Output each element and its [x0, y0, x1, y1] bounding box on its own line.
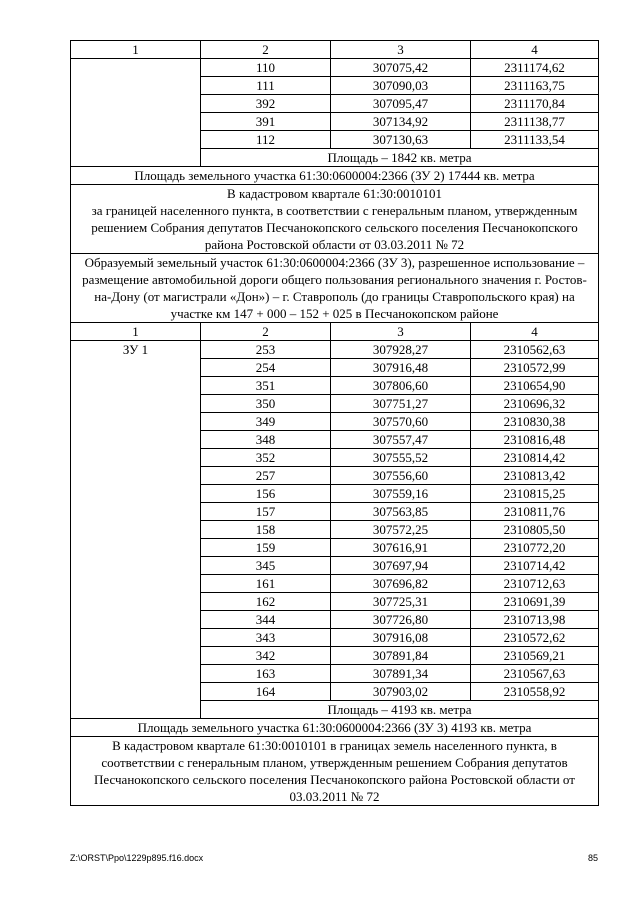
- coord-y-cell: 2310813,42: [471, 467, 599, 485]
- coord-x-cell: 307130,63: [331, 131, 471, 149]
- document-page: [70, 40, 598, 806]
- header-cell: 1: [71, 41, 201, 59]
- header-cell: 3: [331, 323, 471, 341]
- coord-x-cell: 307090,03: [331, 77, 471, 95]
- table-row: [71, 59, 599, 77]
- quarter-title-2-row: [71, 737, 599, 806]
- coord-y-cell: 2311138,77: [471, 113, 599, 131]
- point-number-cell: 344: [201, 611, 331, 629]
- zu3-caption: Образуемый земельный участок 61:30:0600004:2366 (ЗУ 3), разрешенное использование – размещение автомобильной дороги общего пользования регионального значения г. Ростов-на-Дону (от магистрали «Дон») – г. Ставрополь (до границы Ставропольского края) на участке км 147 + 000 – 152 + 025 в Песчанокопском районе: [71, 254, 599, 323]
- zu3-caption-row: [71, 254, 599, 323]
- coordinates-table-body: [71, 41, 599, 806]
- point-number-cell: 254: [201, 359, 331, 377]
- coord-y-cell: 2310567,63: [471, 665, 599, 683]
- coord-y-cell: 2310572,62: [471, 629, 599, 647]
- coord-x-cell: 307751,27: [331, 395, 471, 413]
- top-header-row: [71, 41, 599, 59]
- coord-y-cell: 2310830,38: [471, 413, 599, 431]
- quarter-description: за границей населенного пункта, в соответствии с генеральным планом, утвержденным решением Собрания депутатов Песчанокопского сельского поселения Песчанокопского района Ростовской области от 03.03.2011 № 72: [91, 203, 578, 252]
- point-number-cell: 112: [201, 131, 331, 149]
- coord-x-cell: 307616,91: [331, 539, 471, 557]
- header-cell: 1: [71, 323, 201, 341]
- coord-x-cell: 307572,25: [331, 521, 471, 539]
- quarter-title-cell: [71, 185, 599, 254]
- second-header-row: [71, 323, 599, 341]
- total-area-zu3-row: [71, 719, 599, 737]
- point-number-cell: 351: [201, 377, 331, 395]
- quarter-number: В кадастровом квартале 61:30:0010101: [227, 186, 442, 201]
- coord-y-cell: 2311174,62: [471, 59, 599, 77]
- coord-y-cell: 2310712,63: [471, 575, 599, 593]
- point-number-cell: 164: [201, 683, 331, 701]
- total-area-zu2: Площадь земельного участка 61:30:0600004:2366 (ЗУ 2) 17444 кв. метра: [71, 167, 599, 185]
- point-number-cell: 158: [201, 521, 331, 539]
- coord-y-cell: 2311163,75: [471, 77, 599, 95]
- area-cell: Площадь – 1842 кв. метра: [201, 149, 599, 167]
- coord-y-cell: 2310805,50: [471, 521, 599, 539]
- point-number-cell: 350: [201, 395, 331, 413]
- point-number-cell: 163: [201, 665, 331, 683]
- coord-x-cell: 307559,16: [331, 485, 471, 503]
- coord-x-cell: 307555,52: [331, 449, 471, 467]
- coord-y-cell: 2310811,76: [471, 503, 599, 521]
- coord-x-cell: 307696,82: [331, 575, 471, 593]
- coord-x-cell: 307563,85: [331, 503, 471, 521]
- point-number-cell: 159: [201, 539, 331, 557]
- coord-x-cell: 307916,48: [331, 359, 471, 377]
- point-number-cell: 348: [201, 431, 331, 449]
- coord-y-cell: 2310572,99: [471, 359, 599, 377]
- header-cell: 3: [331, 41, 471, 59]
- point-number-cell: 157: [201, 503, 331, 521]
- point-number-cell: 343: [201, 629, 331, 647]
- coord-x-cell: 307095,47: [331, 95, 471, 113]
- coord-y-cell: 2310814,42: [471, 449, 599, 467]
- table-row: [71, 341, 599, 359]
- point-number-cell: 156: [201, 485, 331, 503]
- coord-x-cell: 307928,27: [331, 341, 471, 359]
- coord-x-cell: 307557,47: [331, 431, 471, 449]
- coord-y-cell: 2310816,48: [471, 431, 599, 449]
- coord-y-cell: 2310569,21: [471, 647, 599, 665]
- header-cell: 2: [201, 41, 331, 59]
- page-number: 85: [587, 853, 598, 863]
- point-number-cell: 345: [201, 557, 331, 575]
- coord-y-cell: 2310562,63: [471, 341, 599, 359]
- header-cell: 4: [471, 41, 599, 59]
- coord-y-cell: 2310691,39: [471, 593, 599, 611]
- header-cell: 2: [201, 323, 331, 341]
- coord-y-cell: 2310558,92: [471, 683, 599, 701]
- file-path: Z:\ORST\Ppo\1229p895.f16.docx: [70, 853, 204, 863]
- coord-x-cell: 307556,60: [331, 467, 471, 485]
- coord-x-cell: 307903,02: [331, 683, 471, 701]
- coord-y-cell: 2310815,25: [471, 485, 599, 503]
- point-number-cell: 257: [201, 467, 331, 485]
- point-number-cell: 349: [201, 413, 331, 431]
- total-area-zu3: Площадь земельного участка 61:30:0600004:2366 (ЗУ 3) 4193 кв. метра: [71, 719, 599, 737]
- coord-x-cell: 307891,84: [331, 647, 471, 665]
- coord-x-cell: 307134,92: [331, 113, 471, 131]
- parcel-label-cell: [71, 59, 201, 167]
- area-cell: Площадь – 4193 кв. метра: [201, 701, 599, 719]
- coord-x-cell: 307570,60: [331, 413, 471, 431]
- parcel-label-cell: ЗУ 1: [71, 341, 201, 719]
- coord-x-cell: 307726,80: [331, 611, 471, 629]
- coord-y-cell: 2310772,20: [471, 539, 599, 557]
- coordinates-table: [70, 40, 599, 806]
- coord-x-cell: 307697,94: [331, 557, 471, 575]
- quarter-title-2: В кадастровом квартале 61:30:0010101 в границах земель населенного пункта, в соответствии с генеральным планом, утвержденным решением Собрания депутатов Песчанокопского сельского поселения Песчанокопского района Ростовской области от 03.03.2011 № 72: [71, 737, 599, 806]
- coord-y-cell: 2310714,42: [471, 557, 599, 575]
- point-number-cell: 391: [201, 113, 331, 131]
- point-number-cell: 161: [201, 575, 331, 593]
- point-number-cell: 352: [201, 449, 331, 467]
- coord-y-cell: 2311170,84: [471, 95, 599, 113]
- point-number-cell: 162: [201, 593, 331, 611]
- total-area-zu2-row: [71, 167, 599, 185]
- coord-x-cell: 307725,31: [331, 593, 471, 611]
- header-cell: 4: [471, 323, 599, 341]
- point-number-cell: 111: [201, 77, 331, 95]
- coord-y-cell: 2310654,90: [471, 377, 599, 395]
- coord-x-cell: 307891,34: [331, 665, 471, 683]
- coord-y-cell: 2310713,98: [471, 611, 599, 629]
- coord-x-cell: 307806,60: [331, 377, 471, 395]
- point-number-cell: 342: [201, 647, 331, 665]
- coord-y-cell: 2311133,54: [471, 131, 599, 149]
- coord-y-cell: 2310696,32: [471, 395, 599, 413]
- point-number-cell: 253: [201, 341, 331, 359]
- quarter-title-row: [71, 185, 599, 254]
- coord-x-cell: 307916,08: [331, 629, 471, 647]
- coord-x-cell: 307075,42: [331, 59, 471, 77]
- point-number-cell: 392: [201, 95, 331, 113]
- point-number-cell: 110: [201, 59, 331, 77]
